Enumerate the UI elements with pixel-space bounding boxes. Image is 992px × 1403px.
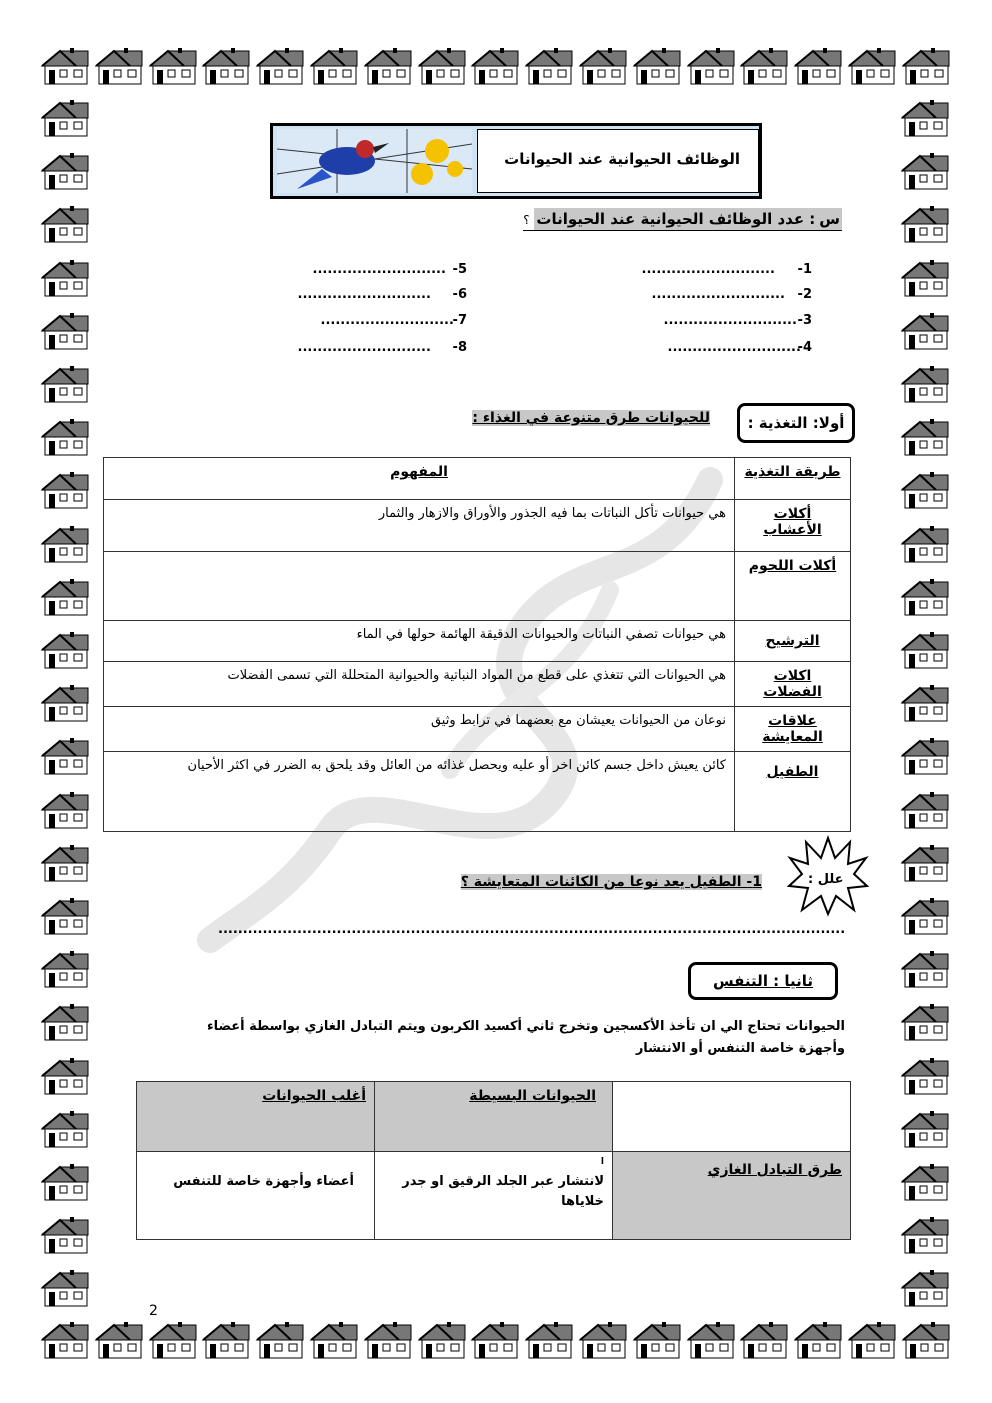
gas-exchange-table <box>136 1081 851 1240</box>
header-empty <box>613 1082 851 1152</box>
house-icon <box>40 1004 90 1042</box>
house-icon <box>417 48 467 86</box>
house-icon <box>900 632 950 670</box>
row-label: طرق التبادل الغازي <box>613 1152 851 1240</box>
house-icon <box>739 48 789 86</box>
house-icon <box>40 792 90 830</box>
house-icon <box>900 738 950 776</box>
house-icon <box>148 1322 198 1360</box>
house-icon <box>40 1111 90 1149</box>
row-type: علاقات المعايشة <box>735 707 851 752</box>
house-icon <box>309 1322 359 1360</box>
house-icon <box>900 260 950 298</box>
house-icon <box>40 898 90 936</box>
table-row <box>104 500 851 552</box>
question-prefix: س <box>819 210 840 228</box>
house-icon <box>578 48 628 86</box>
row-definition: هي حيوانات تصفي النباتات والحيوانات الدقيقة الهائمة حولها في الماء <box>104 621 735 662</box>
house-icon <box>686 1322 736 1360</box>
house-icon <box>40 260 90 298</box>
house-icon <box>524 1322 574 1360</box>
answer-item-4[interactable]: ...........................-4 <box>667 340 812 355</box>
house-icon <box>847 1322 897 1360</box>
row-definition-blank[interactable] <box>104 552 735 621</box>
simple-answer: ا لانتشار عبر الجلد الرقيق او جدر خلاياها <box>375 1152 613 1240</box>
title-banner <box>270 123 762 199</box>
row-type: الطفيل <box>735 752 851 832</box>
house-icon <box>40 951 90 989</box>
row-type: أكلات اللحوم <box>735 552 851 621</box>
house-icon <box>201 1322 251 1360</box>
house-icon <box>40 419 90 457</box>
bird-flower-image <box>277 129 472 193</box>
explain-badge: علل : <box>808 872 844 887</box>
house-icon <box>847 48 897 86</box>
house-icon <box>309 48 359 86</box>
house-icon <box>417 1322 467 1360</box>
house-icon <box>900 153 950 191</box>
answer-item-6[interactable]: ........................... -6 <box>297 287 467 302</box>
table-row <box>104 621 851 662</box>
house-icon <box>900 792 950 830</box>
table-row <box>104 752 851 832</box>
house-icon <box>900 1164 950 1202</box>
house-icon <box>40 1058 90 1096</box>
respiration-paragraph: الحيوانات تحتاج الي ان تأخذ الأكسجين وتخرج ثاني أكسيد الكربون ويتم التبادل الغازي بواسطة أعضاء وأجهزة خاصة التنفس أو الانتشار <box>206 1019 845 1056</box>
house-icon <box>900 579 950 617</box>
most-answer: أعضاء وأجهزة خاصة للتنفس <box>137 1152 375 1240</box>
house-icon <box>900 845 950 883</box>
answer-line[interactable]: ............................................................................................................................... <box>218 922 846 937</box>
house-icon <box>40 1270 90 1308</box>
house-icon <box>900 1270 950 1308</box>
house-icon <box>40 366 90 404</box>
house-icon <box>900 1058 950 1096</box>
table-row <box>104 662 851 707</box>
house-icon <box>900 313 950 351</box>
answer-item-8[interactable]: ........................... -8 <box>297 340 467 355</box>
house-icon <box>900 100 950 138</box>
header-most: أغلب الحيوانات <box>137 1082 375 1152</box>
house-icon <box>363 1322 413 1360</box>
table-row <box>104 552 851 621</box>
page-number: 2 <box>149 1303 158 1319</box>
answer-item-7[interactable]: ...........................-7 <box>320 313 467 328</box>
row-definition: هي الحيوانات التي تتغذي على قطع من المواد النباتية والحيوانية المتحللة التي تسمى الفضلات <box>104 662 735 707</box>
house-icon <box>900 1004 950 1042</box>
house-icon <box>900 526 950 564</box>
house-icon <box>40 685 90 723</box>
house-icon <box>40 579 90 617</box>
house-icon <box>470 48 520 86</box>
house-icon <box>739 1322 789 1360</box>
question-mark: ؟ <box>523 213 530 227</box>
house-icon <box>40 153 90 191</box>
house-icon <box>363 48 413 86</box>
house-icon <box>40 845 90 883</box>
house-icon <box>40 632 90 670</box>
row-type: اكلات الفضلات <box>735 662 851 707</box>
header-simple: الحيوانات البسيطة <box>375 1082 613 1152</box>
nutrition-table <box>103 457 851 832</box>
house-icon <box>40 48 90 86</box>
house-icon <box>40 526 90 564</box>
house-icon <box>900 419 950 457</box>
house-icon <box>94 48 144 86</box>
house-icon <box>793 48 843 86</box>
house-icon <box>255 48 305 86</box>
house-icon <box>40 1164 90 1202</box>
explain-question: 1- الطفيل يعد نوعا من الكائنات المتعايشة ؟ <box>460 874 762 890</box>
header-concept: المفهوم <box>104 458 735 500</box>
house-icon <box>632 1322 682 1360</box>
house-icon <box>40 206 90 244</box>
house-icon <box>94 1322 144 1360</box>
house-icon <box>900 951 950 989</box>
answer-item-5[interactable]: ........................... -5 <box>312 262 467 277</box>
house-icon <box>40 100 90 138</box>
house-icon <box>900 366 950 404</box>
house-icon <box>793 1322 843 1360</box>
question-heading <box>523 208 842 231</box>
house-icon <box>900 685 950 723</box>
house-icon <box>632 48 682 86</box>
question-text: : عدد الوظائف الحيوانية عند الحيوانات <box>536 210 816 228</box>
house-icon <box>255 1322 305 1360</box>
answer-item-2[interactable]: ........................... -2 <box>651 287 812 302</box>
house-icon <box>900 1217 950 1255</box>
house-icon <box>900 206 950 244</box>
house-icon <box>148 48 198 86</box>
house-icon <box>40 1217 90 1255</box>
house-icon <box>201 48 251 86</box>
house-icon <box>900 472 950 510</box>
row-definition: هي حيوانات تأكل النباتات بما فيه الجذور والأوراق والازهار والثمار <box>104 500 735 552</box>
row-type: أكلات الأعشاب <box>735 500 851 552</box>
section-nutrition-label: أولا: التغذية : <box>737 403 855 443</box>
house-icon <box>901 1322 951 1360</box>
answer-item-3[interactable]: ...........................-3 <box>663 313 812 328</box>
answer-item-1[interactable]: ........................... -1 <box>641 262 812 277</box>
page-title: الوظائف الحيوانية عند الحيوانات <box>477 129 759 193</box>
house-icon <box>524 48 574 86</box>
table-row <box>104 707 851 752</box>
house-icon <box>578 1322 628 1360</box>
row-type: الترشيح <box>735 621 851 662</box>
house-icon <box>40 472 90 510</box>
header-type: طريقة التغذية <box>735 458 851 500</box>
house-icon <box>900 898 950 936</box>
house-icon <box>40 313 90 351</box>
row-definition: كائن يعيش داخل جسم كائن اخر أو عليه ويحصل غذائه من العائل وقد يلحق به الضرر في اكثر الأحيان <box>104 752 735 832</box>
section-respiration-label: ثانيا : التنفس <box>688 962 838 1000</box>
house-icon <box>40 1322 90 1360</box>
house-icon <box>686 48 736 86</box>
house-icon <box>900 1111 950 1149</box>
nutrition-intro: للحيوانات طرق متنوعة في الغذاء : <box>472 410 710 426</box>
house-icon <box>901 48 951 86</box>
row-definition: نوعان من الحيوانات يعيشان مع بعضهما في ترابط وثيق <box>104 707 735 752</box>
house-icon <box>40 738 90 776</box>
house-icon <box>470 1322 520 1360</box>
